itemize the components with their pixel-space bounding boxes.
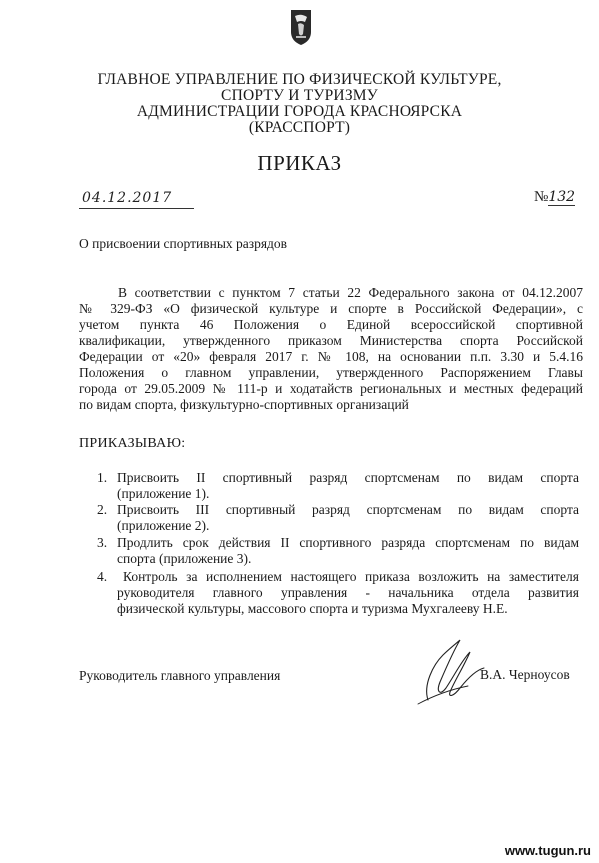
- watermark-text: www.tugun.ru: [504, 843, 591, 858]
- list-item-line: Контроль за исполнением настоящего приказа возложить на заместителя: [123, 569, 579, 584]
- org-name-line-3: АДМИНИСТРАЦИИ ГОРОДА КРАСНОЯРСКА: [136, 103, 463, 120]
- list-item-line: Присвоить II спортивный разряд спортсменам по видам спорта: [117, 470, 579, 485]
- order-number: [534, 189, 575, 206]
- list-item-line: (приложение 2).: [117, 518, 210, 533]
- list-item-line: руководителя главного управления - начальника отдела развития: [117, 585, 579, 600]
- preamble-line: квалификации, утвержденного приказом Министерства спорта Российской: [79, 333, 583, 348]
- preamble-line: по видам спорта, физкультурно-спортивных организаций: [79, 397, 409, 412]
- preamble-line: учетом пункта 46 Положения о Единой всероссийской спортивной: [79, 317, 583, 332]
- list-item-line: спорта (приложение 3).: [117, 551, 252, 566]
- signatory-name: В.А. Черноусов: [480, 667, 570, 682]
- list-item-line: Присвоить III спортивный разряд спортсменам по видам спорта: [117, 502, 579, 517]
- document-title: ПРИКАЗ: [257, 151, 342, 175]
- preamble-line: Федерации от «20» февраля 2017 г. № 108, на основании п.п. 3.30 и 5.4.16: [79, 349, 583, 364]
- order-subject: О присвоении спортивных разрядов: [79, 236, 288, 251]
- org-name-line-1: ГЛАВНОЕ УПРАВЛЕНИЕ ПО ФИЗИЧЕСКОЙ КУЛЬТУРЕ,: [97, 71, 502, 88]
- list-item-number: 3.: [97, 535, 108, 550]
- order-number-prefix: №: [534, 189, 549, 205]
- preamble-line: № 329-ФЗ «О физической культуре и спорте в Российской Федерации», с: [79, 301, 583, 316]
- signatory-position: Руководитель главного управления: [79, 668, 281, 683]
- list-item-line: физической культуры, массового спорта и туризма Мухгалееву Н.Е.: [117, 601, 508, 616]
- order-date: [79, 191, 194, 209]
- preamble-line: В соответствии с пунктом 7 статьи 22 Федерального закона от 04.12.2007: [118, 285, 583, 300]
- org-name-line-4: (КРАССПОРТ): [248, 119, 351, 136]
- list-item-number: 1.: [97, 470, 108, 485]
- order-number-value: 132: [548, 189, 576, 205]
- list-item-line: (приложение 1).: [117, 486, 210, 501]
- list-item-number: 4.: [97, 569, 108, 584]
- order-date-value: 04.12.2017: [82, 190, 173, 206]
- list-item-line: Продлить срок действия II спортивного разряда спортсменам по видам: [117, 535, 579, 550]
- order-directive-heading: ПРИКАЗЫВАЮ:: [79, 436, 186, 451]
- coat-of-arms-icon: [289, 8, 313, 46]
- org-name-line-2: СПОРТУ И ТУРИЗМУ: [221, 87, 378, 104]
- preamble-line: города от 29.05.2009 № 111-р и ходатайств региональных и местных федераций: [79, 381, 583, 396]
- preamble-line: Положения о главном управлении, утвержденного Распоряжением Главы: [79, 365, 583, 380]
- list-item-number: 2.: [97, 502, 108, 517]
